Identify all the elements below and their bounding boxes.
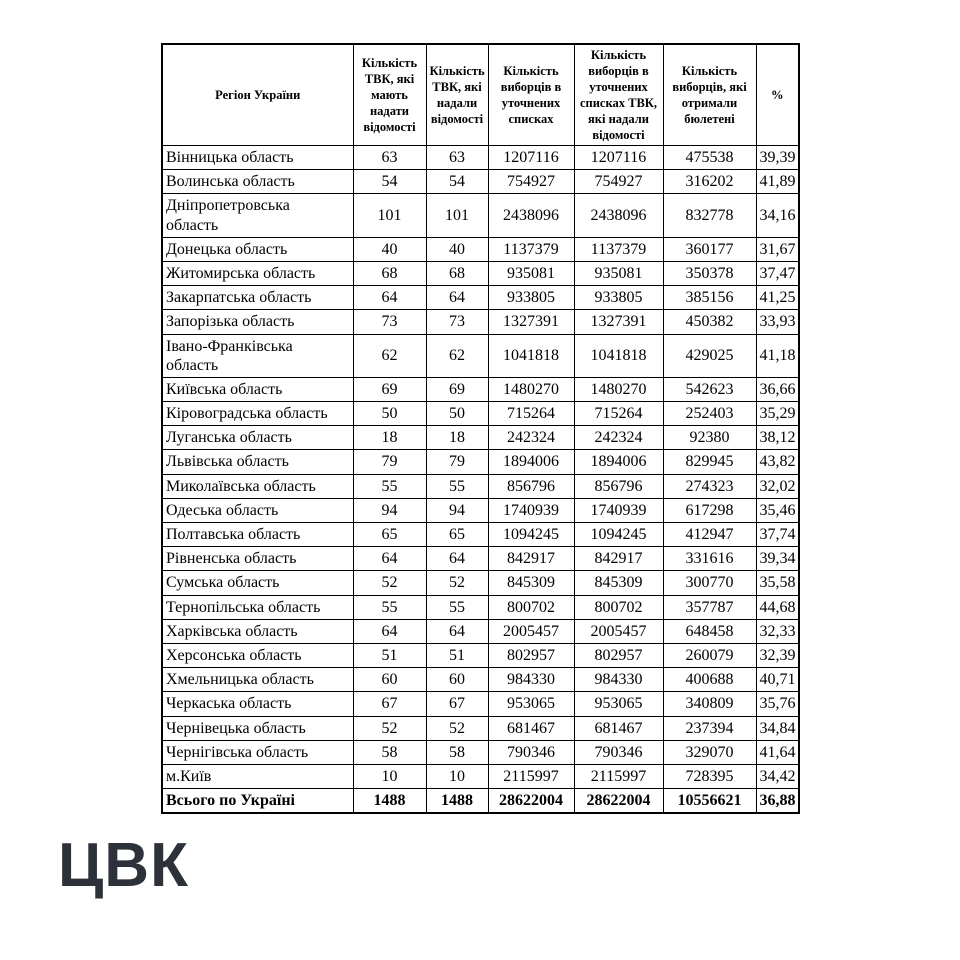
value-cell: 754927 <box>574 170 663 194</box>
value-cell: 1480270 <box>488 377 574 401</box>
region-cell: Донецька область <box>162 237 353 261</box>
value-cell: 800702 <box>574 595 663 619</box>
value-cell: 51 <box>353 643 426 667</box>
value-cell: 32,39 <box>756 643 799 667</box>
col-header-percent: % <box>756 44 799 146</box>
table-row <box>162 194 799 237</box>
value-cell: 648458 <box>663 619 756 643</box>
col-header-region: Регіон України <box>162 44 353 146</box>
table-row <box>162 692 799 716</box>
value-cell: 50 <box>426 402 488 426</box>
total-tvk-reported: 1488 <box>426 789 488 814</box>
table-row <box>162 146 799 170</box>
value-cell: 41,64 <box>756 740 799 764</box>
value-cell: 52 <box>353 571 426 595</box>
value-cell: 34,84 <box>756 716 799 740</box>
value-cell: 64 <box>353 547 426 571</box>
value-cell: 38,12 <box>756 426 799 450</box>
region-cell: Чернівецька область <box>162 716 353 740</box>
value-cell: 856796 <box>574 474 663 498</box>
value-cell: 41,25 <box>756 286 799 310</box>
value-cell: 41,18 <box>756 334 799 377</box>
table-row <box>162 668 799 692</box>
value-cell: 50 <box>353 402 426 426</box>
table-row <box>162 571 799 595</box>
table-row <box>162 377 799 401</box>
value-cell: 429025 <box>663 334 756 377</box>
value-cell: 10 <box>426 764 488 788</box>
value-cell: 64 <box>353 619 426 643</box>
region-cell: Київська область <box>162 377 353 401</box>
value-cell: 681467 <box>488 716 574 740</box>
total-voters-received-ballots: 10556621 <box>663 789 756 814</box>
value-cell: 60 <box>353 668 426 692</box>
value-cell: 52 <box>353 716 426 740</box>
col-header-tvk-reported: Кількість ТВК, які надали відомості <box>426 44 488 146</box>
region-cell: Кіровоградська область <box>162 402 353 426</box>
value-cell: 73 <box>353 310 426 334</box>
value-cell: 54 <box>426 170 488 194</box>
value-cell: 52 <box>426 571 488 595</box>
value-cell: 802957 <box>488 643 574 667</box>
value-cell: 1137379 <box>574 237 663 261</box>
value-cell: 984330 <box>574 668 663 692</box>
value-cell: 79 <box>426 450 488 474</box>
value-cell: 55 <box>426 474 488 498</box>
value-cell: 715264 <box>488 402 574 426</box>
value-cell: 67 <box>353 692 426 716</box>
value-cell: 331616 <box>663 547 756 571</box>
value-cell: 617298 <box>663 498 756 522</box>
value-cell: 1480270 <box>574 377 663 401</box>
table-row <box>162 170 799 194</box>
region-cell: Житомирська область <box>162 261 353 285</box>
cvk-logo: ЦВК <box>58 831 189 900</box>
value-cell: 55 <box>353 595 426 619</box>
value-cell: 44,68 <box>756 595 799 619</box>
table-row <box>162 237 799 261</box>
value-cell: 475538 <box>663 146 756 170</box>
value-cell: 65 <box>353 523 426 547</box>
value-cell: 101 <box>426 194 488 237</box>
value-cell: 450382 <box>663 310 756 334</box>
value-cell: 242324 <box>488 426 574 450</box>
table-row <box>162 334 799 377</box>
table-row <box>162 261 799 285</box>
value-cell: 65 <box>426 523 488 547</box>
value-cell: 64 <box>353 286 426 310</box>
value-cell: 845309 <box>488 571 574 595</box>
value-cell: 51 <box>426 643 488 667</box>
region-cell: Луганська область <box>162 426 353 450</box>
value-cell: 1740939 <box>488 498 574 522</box>
value-cell: 754927 <box>488 170 574 194</box>
value-cell: 1094245 <box>574 523 663 547</box>
value-cell: 41,89 <box>756 170 799 194</box>
table-row <box>162 310 799 334</box>
value-cell: 385156 <box>663 286 756 310</box>
total-label: Всього по Україні <box>162 789 353 814</box>
value-cell: 1740939 <box>574 498 663 522</box>
value-cell: 37,74 <box>756 523 799 547</box>
region-cell: Одеська область <box>162 498 353 522</box>
value-cell: 34,42 <box>756 764 799 788</box>
table-row <box>162 716 799 740</box>
value-cell: 69 <box>426 377 488 401</box>
value-cell: 728395 <box>663 764 756 788</box>
table-row <box>162 450 799 474</box>
value-cell: 933805 <box>574 286 663 310</box>
value-cell: 64 <box>426 286 488 310</box>
value-cell: 35,29 <box>756 402 799 426</box>
table-row <box>162 595 799 619</box>
table-row <box>162 498 799 522</box>
value-cell: 39,39 <box>756 146 799 170</box>
value-cell: 40 <box>426 237 488 261</box>
value-cell: 1207116 <box>574 146 663 170</box>
value-cell: 2115997 <box>488 764 574 788</box>
value-cell: 935081 <box>574 261 663 285</box>
value-cell: 2115997 <box>574 764 663 788</box>
value-cell: 60 <box>426 668 488 692</box>
value-cell: 340809 <box>663 692 756 716</box>
region-cell: м.Київ <box>162 764 353 788</box>
value-cell: 300770 <box>663 571 756 595</box>
value-cell: 36,66 <box>756 377 799 401</box>
value-cell: 274323 <box>663 474 756 498</box>
table-row <box>162 619 799 643</box>
value-cell: 34,16 <box>756 194 799 237</box>
total-row <box>162 789 799 814</box>
value-cell: 953065 <box>574 692 663 716</box>
value-cell: 933805 <box>488 286 574 310</box>
value-cell: 412947 <box>663 523 756 547</box>
value-cell: 32,02 <box>756 474 799 498</box>
value-cell: 58 <box>353 740 426 764</box>
table-row <box>162 523 799 547</box>
value-cell: 260079 <box>663 643 756 667</box>
value-cell: 237394 <box>663 716 756 740</box>
value-cell: 18 <box>426 426 488 450</box>
region-cell: Дніпропетровська область <box>162 194 353 237</box>
region-cell: Миколаївська область <box>162 474 353 498</box>
value-cell: 715264 <box>574 402 663 426</box>
col-header-voters-received-ballots: Кількість виборців, які отримали бюлетені <box>663 44 756 146</box>
value-cell: 68 <box>353 261 426 285</box>
value-cell: 829945 <box>663 450 756 474</box>
value-cell: 984330 <box>488 668 574 692</box>
region-cell: Хмельницька область <box>162 668 353 692</box>
value-cell: 37,47 <box>756 261 799 285</box>
region-cell: Тернопільська область <box>162 595 353 619</box>
value-cell: 39,34 <box>756 547 799 571</box>
value-cell: 64 <box>426 547 488 571</box>
region-cell: Сумська область <box>162 571 353 595</box>
value-cell: 69 <box>353 377 426 401</box>
statistics-table <box>161 43 800 814</box>
value-cell: 18 <box>353 426 426 450</box>
value-cell: 832778 <box>663 194 756 237</box>
value-cell: 101 <box>353 194 426 237</box>
total-voters-updated-lists: 28622004 <box>488 789 574 814</box>
value-cell: 350378 <box>663 261 756 285</box>
value-cell: 32,33 <box>756 619 799 643</box>
table-row <box>162 740 799 764</box>
value-cell: 67 <box>426 692 488 716</box>
value-cell: 62 <box>353 334 426 377</box>
value-cell: 33,93 <box>756 310 799 334</box>
value-cell: 92380 <box>663 426 756 450</box>
value-cell: 360177 <box>663 237 756 261</box>
value-cell: 800702 <box>488 595 574 619</box>
value-cell: 316202 <box>663 170 756 194</box>
value-cell: 1207116 <box>488 146 574 170</box>
value-cell: 329070 <box>663 740 756 764</box>
value-cell: 62 <box>426 334 488 377</box>
value-cell: 845309 <box>574 571 663 595</box>
region-cell: Запорізька область <box>162 310 353 334</box>
value-cell: 681467 <box>574 716 663 740</box>
total-voters-updated-lists-tvk: 28622004 <box>574 789 663 814</box>
value-cell: 2005457 <box>488 619 574 643</box>
region-cell: Рівненська область <box>162 547 353 571</box>
value-cell: 58 <box>426 740 488 764</box>
value-cell: 1137379 <box>488 237 574 261</box>
value-cell: 35,76 <box>756 692 799 716</box>
value-cell: 10 <box>353 764 426 788</box>
region-cell: Івано-Франківська область <box>162 334 353 377</box>
table-row <box>162 764 799 788</box>
value-cell: 842917 <box>574 547 663 571</box>
value-cell: 68 <box>426 261 488 285</box>
value-cell: 790346 <box>574 740 663 764</box>
table-row <box>162 547 799 571</box>
value-cell: 55 <box>353 474 426 498</box>
value-cell: 400688 <box>663 668 756 692</box>
value-cell: 1894006 <box>488 450 574 474</box>
region-cell: Чернігівська область <box>162 740 353 764</box>
value-cell: 790346 <box>488 740 574 764</box>
region-cell: Львівська область <box>162 450 353 474</box>
value-cell: 953065 <box>488 692 574 716</box>
value-cell: 935081 <box>488 261 574 285</box>
value-cell: 242324 <box>574 426 663 450</box>
value-cell: 2438096 <box>574 194 663 237</box>
value-cell: 52 <box>426 716 488 740</box>
value-cell: 79 <box>353 450 426 474</box>
header-row <box>162 44 799 146</box>
region-cell: Полтавська область <box>162 523 353 547</box>
value-cell: 842917 <box>488 547 574 571</box>
value-cell: 1327391 <box>488 310 574 334</box>
region-cell: Вінницька область <box>162 146 353 170</box>
value-cell: 1094245 <box>488 523 574 547</box>
table-row <box>162 286 799 310</box>
region-cell: Херсонська область <box>162 643 353 667</box>
value-cell: 856796 <box>488 474 574 498</box>
table-row <box>162 643 799 667</box>
value-cell: 35,46 <box>756 498 799 522</box>
value-cell: 54 <box>353 170 426 194</box>
value-cell: 252403 <box>663 402 756 426</box>
total-tvk-must-report: 1488 <box>353 789 426 814</box>
value-cell: 40 <box>353 237 426 261</box>
value-cell: 357787 <box>663 595 756 619</box>
value-cell: 43,82 <box>756 450 799 474</box>
value-cell: 1327391 <box>574 310 663 334</box>
total-percent: 36,88 <box>756 789 799 814</box>
value-cell: 31,67 <box>756 237 799 261</box>
value-cell: 40,71 <box>756 668 799 692</box>
table-row <box>162 402 799 426</box>
col-header-voters-updated-lists-tvk: Кількість виборців в уточнених списках ТВК, які надали відомості <box>574 44 663 146</box>
value-cell: 2438096 <box>488 194 574 237</box>
region-cell: Волинська область <box>162 170 353 194</box>
value-cell: 1041818 <box>488 334 574 377</box>
value-cell: 63 <box>353 146 426 170</box>
col-header-voters-updated-lists: Кількість виборців в уточнених списках <box>488 44 574 146</box>
value-cell: 802957 <box>574 643 663 667</box>
value-cell: 64 <box>426 619 488 643</box>
value-cell: 94 <box>426 498 488 522</box>
value-cell: 35,58 <box>756 571 799 595</box>
value-cell: 1041818 <box>574 334 663 377</box>
value-cell: 63 <box>426 146 488 170</box>
region-cell: Закарпатська область <box>162 286 353 310</box>
table-row <box>162 426 799 450</box>
value-cell: 73 <box>426 310 488 334</box>
region-cell: Черкаська область <box>162 692 353 716</box>
region-cell: Харківська область <box>162 619 353 643</box>
value-cell: 55 <box>426 595 488 619</box>
value-cell: 2005457 <box>574 619 663 643</box>
table-row <box>162 474 799 498</box>
value-cell: 1894006 <box>574 450 663 474</box>
statistics-table-container <box>161 43 798 814</box>
col-header-tvk-must-report: Кількість ТВК, які мають надати відомості <box>353 44 426 146</box>
value-cell: 542623 <box>663 377 756 401</box>
value-cell: 94 <box>353 498 426 522</box>
